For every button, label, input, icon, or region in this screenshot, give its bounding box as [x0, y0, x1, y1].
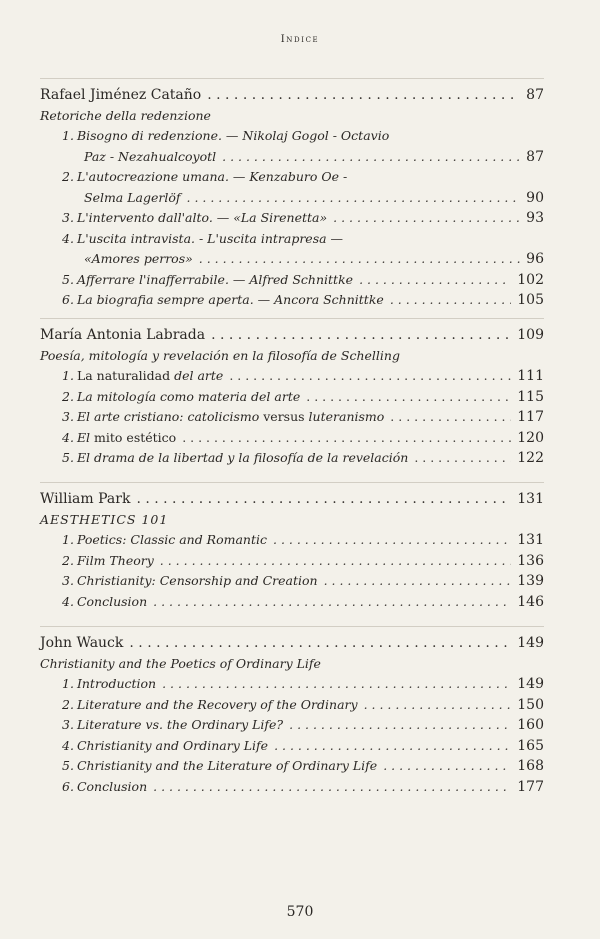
item-title: Conclusion	[76, 778, 148, 794]
item-title-part: El	[76, 429, 95, 445]
dot-leader	[187, 188, 521, 209]
toc-item-line	[40, 167, 544, 188]
toc-item	[40, 530, 544, 551]
toc-item	[40, 147, 544, 168]
item-title: Literature vs. the Ordinary Life?	[76, 717, 284, 732]
item-number: 1.	[62, 368, 74, 383]
item-title: Introduction	[76, 676, 157, 691]
item-title: Film Theory	[76, 552, 154, 568]
author-entry	[40, 489, 544, 510]
page-ref: 109	[517, 327, 544, 343]
dot-leader	[289, 715, 511, 736]
author-entry	[40, 633, 544, 654]
dot-leader	[153, 592, 511, 613]
dot-leader	[274, 736, 511, 757]
page-ref: 149	[517, 635, 544, 651]
page-ref: 96	[526, 251, 544, 267]
page-ref: 131	[517, 532, 544, 548]
item-title: La biografia sempre aperta. — Ancora Schnittke	[76, 292, 384, 307]
toc-item	[40, 695, 544, 716]
dot-leader	[160, 551, 511, 572]
toc-item	[40, 715, 544, 736]
item-number: 1.	[62, 676, 74, 691]
dot-leader	[359, 270, 511, 291]
item-number: 4.	[62, 737, 74, 753]
page-ref: 146	[517, 593, 544, 610]
page-ref: 90	[526, 189, 544, 206]
toc-item	[40, 571, 544, 592]
item-number: 6.	[62, 778, 74, 794]
dot-leader	[222, 147, 520, 168]
dot-leader	[364, 695, 512, 716]
essay-title: Retoriche della redenzione	[40, 107, 211, 123]
dot-leader	[273, 530, 511, 551]
essay-title: AESTHETICS 101	[40, 511, 169, 527]
page-ref: 160	[517, 717, 544, 733]
toc-item	[40, 270, 544, 291]
dot-leader	[306, 387, 511, 408]
item-number: 2.	[62, 552, 74, 568]
page-ref: 165	[517, 737, 544, 754]
dot-leader	[229, 366, 511, 387]
page-ref: 115	[517, 388, 544, 405]
toc-section-labrada	[40, 318, 544, 469]
item-title-cont: Paz - Nezahualcoyotl	[84, 148, 217, 164]
dot-leader	[136, 489, 511, 510]
item-title-part: mito estético	[94, 429, 177, 445]
page-number: 570	[286, 904, 314, 920]
dot-leader	[390, 290, 511, 311]
item-number: 3.	[62, 717, 74, 732]
author-entry	[40, 85, 544, 106]
page-ref: 120	[517, 429, 544, 446]
toc-item	[40, 188, 544, 209]
dot-leader	[324, 571, 512, 592]
dot-leader	[390, 407, 511, 428]
page-ref: 93	[526, 210, 544, 226]
essay-title: Poesía, mitología y revelación en la filosofía de Schelling	[40, 347, 400, 363]
item-title: Christianity and Ordinary Life	[76, 737, 269, 753]
item-title: Bisogno di redenzione. — Nikolaj Gogol - Octavio	[76, 128, 390, 143]
item-number: 2.	[62, 169, 74, 184]
toc-section-jimenez	[40, 78, 544, 311]
item-title: Conclusion	[76, 593, 148, 609]
toc-item	[40, 674, 544, 695]
dot-leader	[153, 777, 511, 798]
dot-leader	[182, 428, 511, 449]
item-number: 4.	[62, 429, 74, 445]
dot-leader	[129, 633, 511, 654]
author-name: Rafael Jiménez Cataño	[40, 87, 202, 103]
page-ref: 136	[517, 552, 544, 569]
toc-item	[40, 290, 544, 311]
dot-leader	[333, 208, 520, 229]
item-number: 3.	[62, 409, 74, 424]
item-number: 5.	[62, 758, 74, 773]
page-ref: 105	[517, 292, 544, 308]
author-name: William Park	[40, 491, 131, 507]
toc-item	[40, 428, 544, 449]
item-title-part: La mitología como materia del arte	[76, 388, 301, 404]
item-title-cont: «Amores perros»	[84, 251, 193, 266]
page-ref: 139	[517, 573, 544, 589]
item-number: 5.	[62, 450, 74, 465]
toc-item	[40, 551, 544, 572]
item-number: 4.	[62, 593, 74, 609]
toc-item-line	[40, 229, 544, 250]
page-ref: 149	[517, 676, 544, 692]
item-number: 6.	[62, 292, 74, 307]
item-number: 1.	[62, 532, 74, 547]
running-head: Indice	[280, 34, 320, 45]
page-ref: 122	[517, 450, 544, 466]
item-number: 2.	[62, 696, 74, 712]
page-ref: 150	[517, 696, 544, 713]
item-title: Poetics: Classic and Romantic	[76, 532, 267, 547]
item-title-part: naturalidad	[96, 368, 171, 383]
item-number: 1.	[62, 128, 74, 143]
item-title: Christianity and the Literature of Ordinary Life	[76, 758, 378, 773]
item-number: 4.	[62, 230, 74, 246]
dot-leader	[162, 674, 511, 695]
item-title-part: versus	[263, 409, 305, 424]
toc-item	[40, 777, 544, 798]
page-ref: 111	[517, 368, 544, 384]
item-title-part: del arte	[170, 368, 224, 383]
page-ref: 87	[526, 148, 544, 165]
item-number: 5.	[62, 271, 74, 287]
item-title: L'intervento dall'alto. — «La Sirenetta»	[76, 210, 328, 225]
author-name: John Wauck	[40, 635, 124, 651]
page-ref: 168	[517, 758, 544, 774]
dot-leader	[414, 448, 511, 469]
item-title: Afferrare l'inafferrabile. — Alfred Schnittke	[76, 271, 354, 287]
toc-item	[40, 756, 544, 777]
toc-item	[40, 249, 544, 270]
page-ref: 87	[526, 87, 544, 103]
author-entry	[40, 325, 544, 346]
toc-item	[40, 736, 544, 757]
toc-item-line	[40, 126, 544, 147]
item-number: 2.	[62, 388, 74, 404]
item-title-part: luteranismo	[304, 409, 385, 424]
toc-section-wauck	[40, 626, 544, 797]
item-title: Christianity: Censorship and Creation	[76, 573, 318, 588]
item-title-cont: Selma Lagerlöf	[84, 189, 181, 205]
item-title: Literature and the Recovery of the Ordinary	[76, 696, 358, 712]
item-title: L'autocreazione umana. — Kenzaburo Oe -	[76, 169, 348, 184]
dot-leader	[207, 85, 520, 106]
toc-item	[40, 592, 544, 613]
toc-item	[40, 448, 544, 469]
item-title-part: El drama de la libertad y la filosofía de la revelación	[76, 450, 409, 465]
toc-item	[40, 387, 544, 408]
toc-item	[40, 366, 544, 387]
item-number: 3.	[62, 573, 74, 588]
item-number: 3.	[62, 210, 74, 225]
item-title-part: El arte cristiano: catolicismo	[76, 409, 264, 424]
item-title-part: La	[76, 368, 97, 383]
page-ref: 117	[517, 409, 544, 425]
author-name: María Antonia Labrada	[40, 327, 206, 343]
page-ref: 102	[517, 271, 544, 288]
toc-section-park	[40, 482, 544, 612]
page-ref: 177	[517, 778, 544, 795]
toc-item	[40, 407, 544, 428]
toc-item	[40, 208, 544, 229]
item-title: L'uscita intravista. - L'uscita intrapresa —	[76, 230, 344, 246]
essay-title: Christianity and the Poetics of Ordinary Life	[40, 655, 321, 671]
page-ref: 131	[517, 491, 544, 507]
dot-leader	[211, 325, 511, 346]
dot-leader	[383, 756, 511, 777]
dot-leader	[199, 249, 520, 270]
